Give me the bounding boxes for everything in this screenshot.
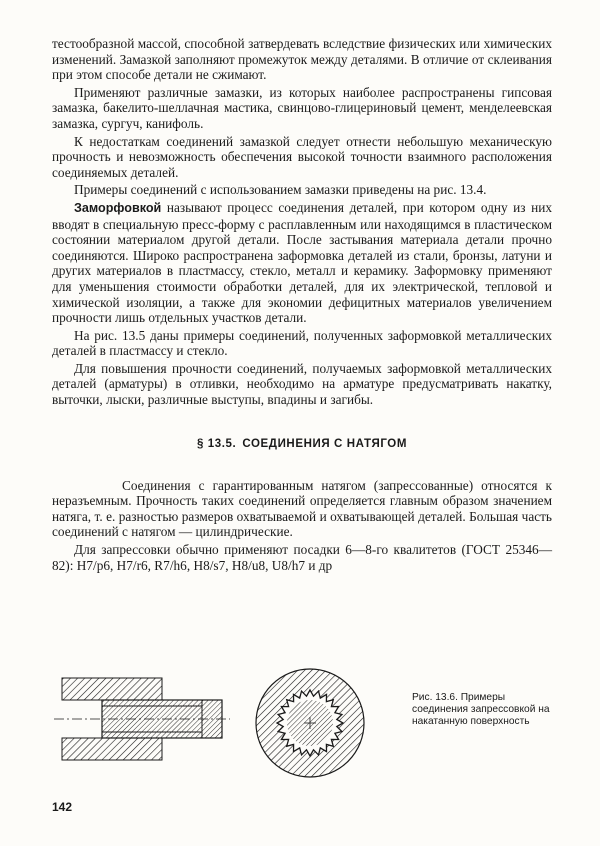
press-fit-drawing bbox=[52, 668, 402, 778]
page-number: 142 bbox=[52, 800, 73, 814]
paragraph: Соединения с гарантированным натягом (запрессованные) относятся к неразъемным. Прочность таких соединений определяется главным образом значением натяга, т. е. разностью размеров охватываемой и охватывающей деталей. Большая часть соединений с натягом — цилиндрические. bbox=[52, 477, 552, 540]
figure-13-6 bbox=[52, 668, 552, 778]
paragraph: К недостаткам соединений замазкой следует отнести небольшую механическую прочность и невозможность обеспечения высокой точности взаимного расположения соединяемых деталей. bbox=[52, 133, 552, 180]
term-definition: называют процесс соединения деталей, при котором одну из них вводят в специальную пресс-форму с расплавленным или находящимся в пластическом состоянии материалом другой детали. После застывания материала детали прочно соединяются. Широко распространена заформовка деталей из стали, бронзы, латуни и других материалов в пластмассу, стекло, металл и керамику. Заформовку применяют для уменьшения стоимости обработки деталей, для их электрической, тепловой и химической изоляции, а также для экономии дефицитных материалов увеличением прочности лишь отдельных участков детали. bbox=[52, 199, 552, 326]
paragraph: Применяют различные замазки, из которых наиболее распространены гипсовая замазка, бакелито-шеллачная мастика, свинцово-глицериновый цемент, менделеевская замазка, сургуч, канифоль. bbox=[52, 84, 552, 131]
paragraph: Примеры соединений с использованием замазки приведены на рис. 13.4. bbox=[74, 182, 487, 198]
paragraph: Для запрессовки обычно применяют посадки 6—8-го квалитетов (ГОСТ 25346—82): H7/p6, H7/r6, R7/h6, H8/s7, H8/u8, U8/h7 и др bbox=[52, 542, 552, 573]
page-content bbox=[52, 36, 552, 727]
term-bold: Заморфовкой bbox=[74, 200, 162, 215]
paragraph: тестообразной массой, способной затвердевать вследствие физических или химических изменений. Замазкой заполняют промежуток между деталями. В отличие от склеивания при этом способе детали не сжимают. bbox=[52, 36, 552, 83]
paragraph: На рис. 13.5 даны примеры соединений, полученных заформовкой металлических деталей в пластмассу и стекло. bbox=[52, 327, 552, 359]
paragraph-zaformovka bbox=[52, 200, 552, 326]
section-heading bbox=[52, 438, 552, 450]
paragraph: Для повышения прочности соединений, получаемых заформовкой металлических деталей (арматуры) в отливки, необходимо на арматуре предусматривать накатку, выточки, лыски, различные выступы, впадины и загибы. bbox=[52, 360, 552, 408]
cross-section bbox=[256, 669, 364, 777]
section-title: СОЕДИНЕНИЯ С НАТЯГОМ bbox=[242, 437, 408, 450]
longitudinal-section bbox=[54, 678, 230, 760]
section-number: § 13.5. bbox=[196, 437, 237, 450]
figure-caption: Рис. 13.6. Примеры соединения запрессовкой на накатанную поверхность bbox=[412, 692, 550, 727]
